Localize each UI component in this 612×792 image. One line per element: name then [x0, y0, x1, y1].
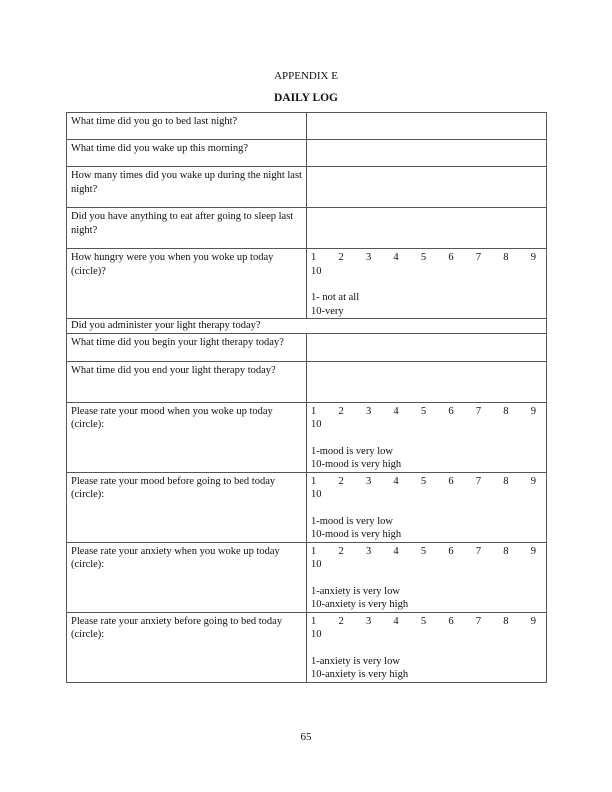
scale-legend-low: 1-anxiety is very low — [311, 585, 400, 597]
question-cell: Please rate your mood when you woke up today (circle): — [67, 402, 307, 472]
table-row — [67, 542, 547, 612]
scale-option[interactable]: 8 — [503, 615, 509, 627]
table-row — [67, 140, 547, 167]
rating-scale-cell[interactable] — [307, 249, 547, 319]
spacer — [311, 278, 542, 291]
answer-cell[interactable] — [307, 361, 547, 402]
scale-option[interactable]: 8 — [503, 405, 509, 417]
table-row — [67, 612, 547, 682]
scale-option[interactable]: 8 — [503, 475, 509, 487]
scale-legend-high: 10-mood is very high — [311, 529, 402, 540]
scale-option[interactable]: 10 — [311, 265, 322, 277]
rating-scale — [311, 251, 542, 265]
scale-option[interactable]: 7 — [475, 615, 482, 627]
scale-option[interactable]: 7 — [475, 475, 482, 487]
rating-scale — [311, 475, 542, 489]
rating-scale-cell[interactable] — [307, 472, 547, 542]
spacer — [311, 642, 542, 655]
question-cell: Did you have anything to eat after going to sleep last night? — [67, 208, 307, 249]
spacer — [311, 432, 542, 445]
scale-option[interactable]: 9 — [530, 252, 536, 263]
question-cell: What time did you wake up this morning? — [67, 140, 307, 167]
question-text: (circle): — [71, 489, 105, 500]
scale-legend-low: 1- not at all — [311, 292, 360, 303]
question-cell: Did you administer your light therapy today? — [67, 319, 547, 334]
scale-option[interactable]: 1 — [311, 252, 317, 263]
scale-option[interactable]: 6 — [448, 615, 454, 627]
scale-option[interactable]: 4 — [393, 252, 399, 263]
table-row — [67, 333, 547, 361]
table-row — [67, 167, 547, 208]
table-row — [67, 361, 547, 402]
scale-legend-high: 10-anxiety is very high — [311, 599, 409, 610]
scale-option[interactable]: 6 — [448, 545, 454, 557]
question-cell: What time did you go to bed last night? — [67, 113, 307, 140]
scale-legend-low: 1-mood is very low — [311, 445, 393, 457]
scale-option[interactable]: 10 — [311, 559, 322, 570]
scale-option[interactable]: 3 — [365, 545, 372, 557]
table-row — [67, 249, 547, 319]
scale-legend-high: 10-very — [311, 305, 344, 317]
scale-option[interactable]: 3 — [365, 405, 372, 417]
question-text: Please rate your mood before going to bed today — [71, 475, 276, 487]
page-number: 65 — [300, 731, 312, 743]
scale-option[interactable]: 2 — [338, 545, 344, 557]
rating-scale-cell[interactable] — [307, 612, 547, 682]
scale-option[interactable]: 4 — [393, 405, 399, 417]
scale-option[interactable]: 3 — [365, 475, 372, 487]
scale-option[interactable]: 5 — [420, 475, 427, 487]
scale-option[interactable]: 2 — [338, 405, 344, 417]
scale-option[interactable]: 2 — [338, 615, 344, 627]
scale-option[interactable]: 9 — [530, 405, 536, 417]
scale-option[interactable]: 6 — [448, 405, 454, 417]
question-cell: What time did you end your light therapy today? — [67, 361, 307, 402]
scale-option[interactable]: 9 — [530, 615, 536, 627]
question-cell: Please rate your anxiety before going to bed today (circle): — [67, 612, 307, 682]
table-row — [67, 402, 547, 472]
rating-scale-cell[interactable] — [307, 542, 547, 612]
rating-scale — [311, 545, 542, 559]
question-cell: Please rate your anxiety when you woke up today (circle): — [67, 542, 307, 612]
scale-option[interactable]: 5 — [420, 405, 427, 417]
page-title: DAILY LOG — [273, 92, 338, 104]
answer-cell[interactable] — [307, 167, 547, 208]
table-row — [67, 472, 547, 542]
scale-option[interactable]: 1 — [311, 405, 317, 417]
rating-scale — [311, 405, 542, 419]
spacer — [311, 572, 542, 585]
table-row — [67, 208, 547, 249]
scale-option[interactable]: 3 — [365, 615, 372, 627]
scale-option[interactable]: 9 — [530, 475, 536, 487]
rating-scale-cell[interactable] — [307, 402, 547, 472]
appendix-label: APPENDIX E — [274, 70, 338, 82]
spacer — [311, 502, 542, 515]
scale-option[interactable]: 1 — [311, 475, 317, 487]
table-row — [67, 113, 547, 140]
scale-option[interactable]: 1 — [311, 615, 317, 627]
scale-legend-low: 1-mood is very low — [311, 515, 393, 527]
scale-option[interactable]: 5 — [420, 252, 427, 263]
question-cell: How hungry were you when you woke up today (circle)? — [67, 249, 307, 319]
scale-option[interactable]: 2 — [338, 475, 344, 487]
scale-option[interactable]: 10 — [311, 419, 322, 430]
scale-option[interactable]: 10 — [311, 489, 322, 500]
answer-cell[interactable] — [307, 140, 547, 167]
scale-legend-low: 1-anxiety is very low — [311, 655, 400, 667]
answer-cell[interactable] — [307, 208, 547, 249]
question-cell: What time did you begin your light therapy today? — [67, 333, 307, 361]
scale-option[interactable]: 6 — [448, 252, 454, 263]
scale-option[interactable]: 4 — [393, 615, 399, 627]
scale-option[interactable]: 2 — [338, 252, 344, 263]
scale-option[interactable]: 5 — [420, 545, 427, 557]
scale-option[interactable]: 7 — [475, 252, 482, 263]
scale-option[interactable]: 7 — [475, 545, 482, 557]
scale-option[interactable]: 8 — [503, 252, 509, 263]
scale-option[interactable]: 10 — [311, 629, 322, 640]
scale-option[interactable]: 7 — [475, 405, 482, 417]
rating-scale — [311, 615, 542, 629]
question-cell: How many times did you wake up during the night last night? — [67, 167, 307, 208]
scale-option[interactable]: 8 — [503, 545, 509, 557]
scale-option[interactable]: 1 — [311, 545, 317, 557]
scale-option[interactable]: 3 — [365, 252, 372, 263]
table-row — [67, 319, 547, 334]
scale-option[interactable]: 6 — [448, 475, 454, 487]
scale-option[interactable]: 4 — [393, 475, 399, 487]
scale-option[interactable]: 9 — [530, 545, 536, 557]
scale-option[interactable]: 4 — [393, 545, 399, 557]
daily-log-table — [66, 112, 547, 683]
scale-legend-high: 10-anxiety is very high — [311, 669, 409, 680]
answer-cell[interactable] — [307, 333, 547, 361]
scale-legend-high: 10-mood is very high — [311, 459, 402, 470]
answer-cell[interactable] — [307, 113, 547, 140]
scale-option[interactable]: 5 — [420, 615, 427, 627]
question-cell — [67, 472, 307, 542]
